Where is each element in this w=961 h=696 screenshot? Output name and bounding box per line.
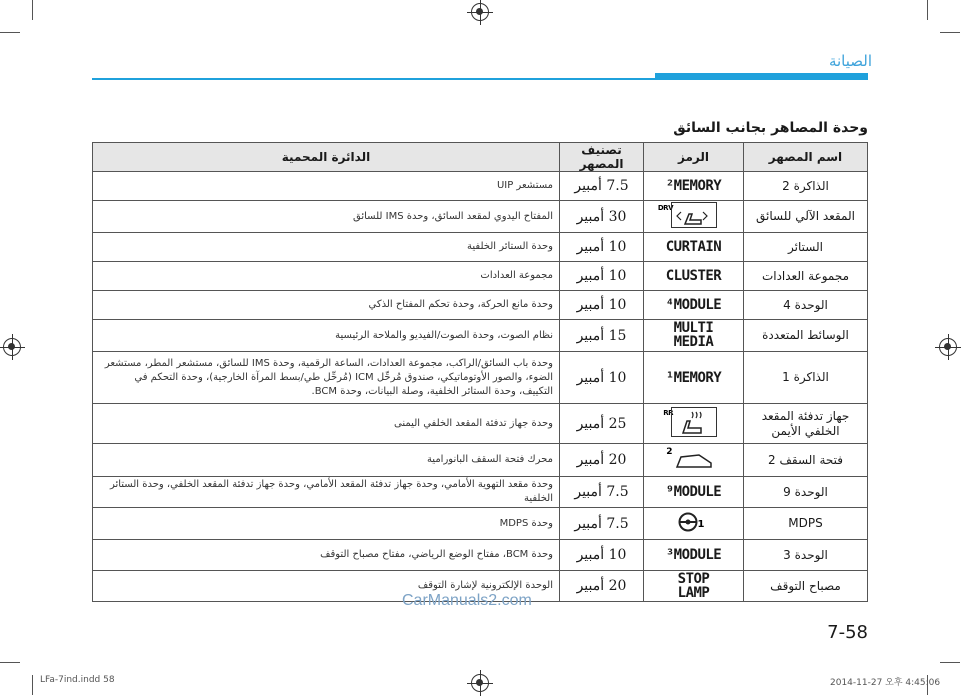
fuse-name: الوحدة 9	[744, 477, 868, 508]
fuse-name: الوحدة 4	[744, 291, 868, 320]
protected-circuit: مجموعة العدادات	[93, 262, 560, 291]
fuse-name: جهاز تدفئة المقعد الخلفي الأيمن	[744, 404, 868, 444]
registration-mark-icon	[939, 338, 957, 356]
fuse-symbol	[644, 320, 744, 352]
fuse-rating: 15 أمبير	[560, 320, 644, 352]
fuse-rating: 10 أمبير	[560, 540, 644, 571]
crop-mark	[32, 675, 33, 695]
registration-mark-icon	[471, 674, 489, 692]
fuse-name: مجموعة العدادات	[744, 262, 868, 291]
fuse-symbol: ⁹MODULE	[644, 477, 744, 508]
table-row	[93, 233, 868, 262]
column-header: اسم المصهر	[744, 143, 868, 172]
fuse-rating: 7.5 أمبير	[560, 508, 644, 540]
fuse-rating: 20 أمبير	[560, 444, 644, 477]
fuse-symbol	[644, 201, 744, 233]
protected-circuit: وحدة مانع الحركة، وحدة تحكم المفتاح الذكي	[93, 291, 560, 320]
table-row	[93, 291, 868, 320]
fuse-name: الستائر	[744, 233, 868, 262]
print-timestamp: 2014-11-27 오후 4:45:06	[830, 678, 941, 688]
table-row	[93, 172, 868, 201]
table-title: وحدة المصاهر بجانب السائق	[673, 120, 868, 136]
fuse-symbol: ³MODULE	[644, 540, 744, 571]
sunroof-icon	[665, 445, 719, 471]
rear-right-seat-heater-icon	[662, 407, 717, 437]
table-row	[93, 320, 868, 352]
protected-circuit: وحدة الستائر الخلفية	[93, 233, 560, 262]
fuse-name: المقعد الآلي للسائق	[744, 201, 868, 233]
protected-circuit: المفتاح اليدوي لمقعد السائق، وحدة IMS للسائق	[93, 201, 560, 233]
protected-circuit: وحدة جهاز تدفئة المقعد الخلفي اليمنى	[93, 404, 560, 444]
driver-seat-icon	[657, 202, 717, 228]
svg-text:RR: RR	[662, 408, 673, 417]
protected-circuit: الوحدة الإلكترونية لإشارة التوقف	[93, 571, 560, 602]
fuse-symbol	[644, 571, 744, 602]
fuse-symbol-text: STOP LAMP	[677, 570, 710, 601]
fuse-name: مصباح التوقف	[744, 571, 868, 602]
protected-circuit: مستشعر UIP	[93, 172, 560, 201]
fuse-symbol: ⁴MODULE	[644, 291, 744, 320]
fuse-symbol-text: MULTI MEDIA	[673, 320, 714, 350]
fuse-rating: 7.5 أمبير	[560, 477, 644, 508]
table-row	[93, 508, 868, 540]
svg-text:2: 2	[665, 447, 672, 457]
fuse-rating: 10 أمبير	[560, 262, 644, 291]
fuse-name: الذاكرة 1	[744, 352, 868, 404]
fuse-rating: 7.5 أمبير	[560, 172, 644, 201]
protected-circuit: وحدة مقعد التهوية الأمامي، وحدة جهاز تدفئة المقعد الأمامي، وحدة جهاز تدفئة المقعد الخلفي، وحدة الستائر الخلفية	[93, 477, 560, 508]
protected-circuit: وحدة BCM، مفتاح الوضع الرياضي، مفتاح مصباح التوقف	[93, 540, 560, 571]
table-row	[93, 201, 868, 233]
fuse-name: الوحدة 3	[744, 540, 868, 571]
registration-mark-icon	[3, 338, 21, 356]
fuse-rating: 30 أمبير	[560, 201, 644, 233]
fuse-symbol: CLUSTER	[644, 262, 744, 291]
file-info: LFa-7ind.indd 58	[40, 675, 115, 685]
fuse-table	[92, 142, 868, 602]
fuse-rating: 10 أمبير	[560, 291, 644, 320]
table-row	[93, 540, 868, 571]
table-header-row	[93, 143, 868, 172]
svg-text:1: 1	[697, 518, 704, 530]
fuse-rating: 25 أمبير	[560, 404, 644, 444]
crop-mark	[927, 0, 928, 20]
fuse-name: فتحة السقف 2	[744, 444, 868, 477]
column-header: تصنيف المصهر	[560, 143, 644, 172]
fuse-rating: 20 أمبير	[560, 571, 644, 602]
column-header: الدائرة المحمية	[93, 143, 560, 172]
crop-mark	[940, 662, 960, 663]
fuse-rating: 10 أمبير	[560, 352, 644, 404]
fuse-symbol	[644, 508, 744, 540]
table-row	[93, 477, 868, 508]
header-rule	[92, 78, 868, 80]
fuse-rating: 10 أمبير	[560, 233, 644, 262]
svg-text:DRV: DRV	[657, 203, 673, 212]
crop-mark	[940, 32, 960, 33]
fuse-symbol: ¹MEMORY	[644, 352, 744, 404]
protected-circuit: وحدة باب السائق/الراكب، مجموعة العدادات، الساعة الرقمية، وحدة IMS للسائق، مستشعر المطر، مستشعر الضوء، والصور الأوتوماتيكي، صندوق مُرحِّل ICM (مُرحِّل طي/بسط المرآة الخارجية)، وحدة التحكم في التكييف، وحدة الستائر الخلفية، وصلة البيانات، وحدة BCM.	[93, 352, 560, 404]
protected-circuit: وحدة MDPS	[93, 508, 560, 540]
table-row	[93, 352, 868, 404]
registration-mark-icon	[471, 3, 489, 21]
steering-wheel-icon	[674, 511, 714, 533]
crop-mark	[0, 32, 20, 33]
fuse-symbol	[644, 444, 744, 477]
protected-circuit: محرك فتحة السقف البانورامية	[93, 444, 560, 477]
fuse-symbol: ²MEMORY	[644, 172, 744, 201]
section-label: الصيانة	[828, 52, 872, 70]
crop-mark	[32, 0, 33, 20]
fuse-name: الوسائط المتعددة	[744, 320, 868, 352]
crop-mark	[0, 662, 20, 663]
watermark: CarManuals2.com	[402, 592, 532, 609]
table-row	[93, 444, 868, 477]
page-number: 7-58	[827, 622, 868, 643]
column-header: الرمز	[644, 143, 744, 172]
table-row	[93, 262, 868, 291]
fuse-symbol	[644, 404, 744, 444]
fuse-name: MDPS	[744, 508, 868, 540]
fuse-symbol: CURTAIN	[644, 233, 744, 262]
protected-circuit: نظام الصوت، وحدة الصوت/الفيديو والملاحة الرئيسية	[93, 320, 560, 352]
table-row	[93, 404, 868, 444]
fuse-name: الذاكرة 2	[744, 172, 868, 201]
